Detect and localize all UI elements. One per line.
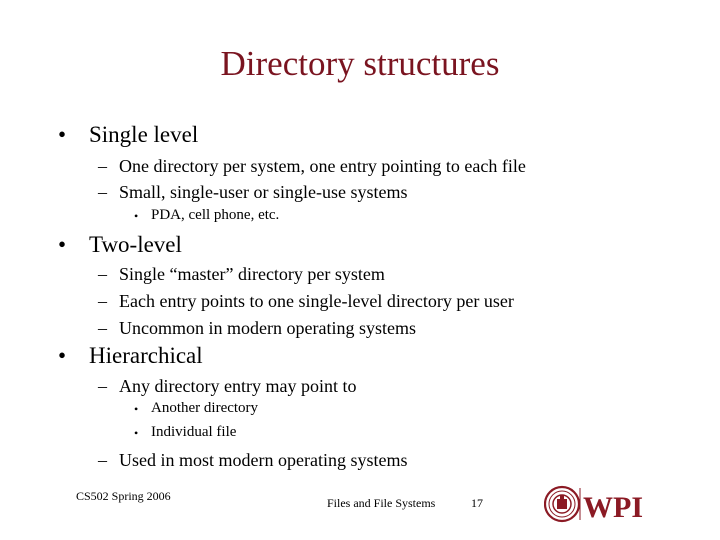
sub-bullet-text: Used in most modern operating systems (119, 450, 408, 470)
bullet-text: Two-level (89, 232, 182, 257)
sub-bullet-text: One directory per system, one entry pointing to each file (119, 156, 526, 176)
sub-sub-bullet-text: Individual file (151, 424, 237, 440)
footer-page-number: 17 (471, 496, 483, 510)
dash-marker: – (98, 318, 107, 338)
bullet-marker: • (134, 209, 139, 223)
wpi-seal-icon (544, 484, 644, 524)
bullet-marker: • (134, 426, 139, 440)
bullet-marker: • (58, 122, 67, 147)
sub-sub-bullet-text: PDA, cell phone, etc. (151, 207, 280, 223)
sub-bullet-text: Small, single-user or single-use systems (119, 182, 408, 202)
bullet-marker: • (58, 343, 67, 368)
bullet-text: Hierarchical (89, 343, 203, 368)
bullet-marker: • (134, 402, 139, 416)
dash-marker: – (98, 291, 107, 311)
wpi-logo (544, 484, 644, 529)
dash-marker: – (98, 156, 107, 176)
slide-title: Directory structures (220, 44, 500, 83)
wpi-wordmark: WPI (583, 491, 643, 524)
sub-sub-bullet-text: Another directory (151, 400, 259, 416)
dash-marker: – (98, 182, 107, 202)
bullet-marker: • (58, 232, 67, 257)
sub-bullet-text: Single “master” directory per system (119, 264, 385, 284)
dash-marker: – (98, 264, 107, 284)
sub-bullet-text: Each entry points to one single-level directory per user (119, 291, 514, 311)
dash-marker: – (98, 376, 107, 396)
sub-bullet-text: Uncommon in modern operating systems (119, 318, 416, 338)
footer-course: CS502 Spring 2006 (76, 489, 171, 503)
sub-bullet-text: Any directory entry may point to (119, 376, 357, 396)
dash-marker: – (98, 450, 107, 470)
footer-topic: Files and File Systems (327, 496, 436, 510)
bullet-text: Single level (89, 122, 199, 147)
